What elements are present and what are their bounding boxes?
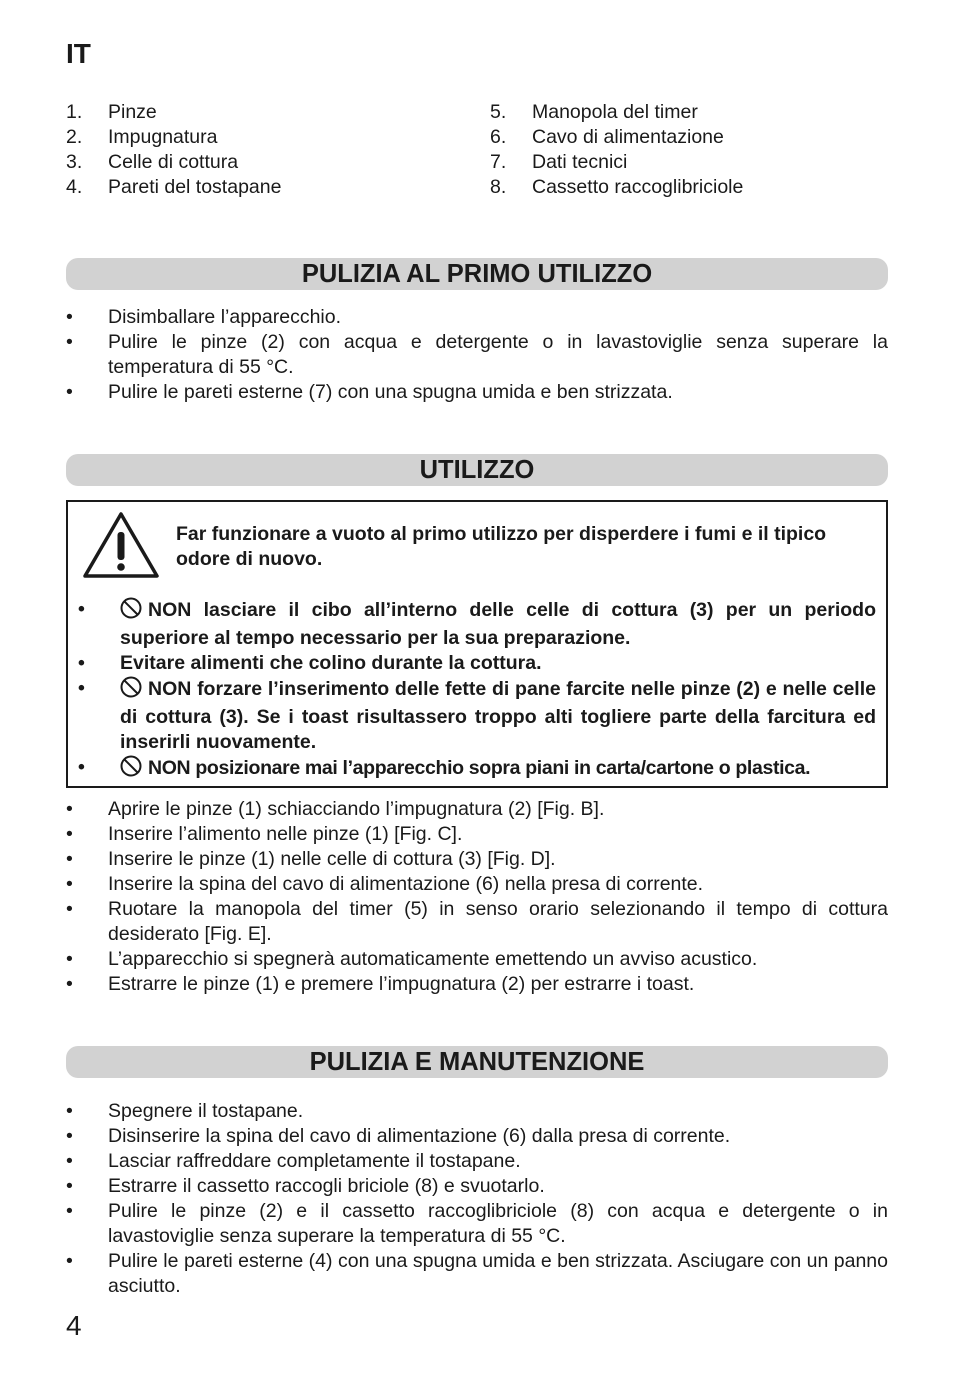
list-item-text: Estrarre il cassetto raccogli briciole (8) e svuotarlo. <box>108 1175 545 1197</box>
bullet: • <box>66 1125 73 1147</box>
warning-list <box>78 597 876 784</box>
list-item-text: Pulire le pareti esterne (4) con una spugna umida e ben strizzata. Asciugare con un panno asciutto. <box>108 1250 888 1297</box>
warning-item <box>78 755 876 784</box>
section-heading-first-use: PULIZIA AL PRIMO UTILIZZO <box>66 258 888 290</box>
list-item <box>66 822 888 847</box>
part-number: 2. <box>66 126 83 148</box>
list-item <box>66 972 888 997</box>
list-item-text: Inserire la spina del cavo di alimentazione (6) nella presa di corrente. <box>108 873 704 895</box>
part-item <box>490 175 743 200</box>
part-item <box>490 150 743 175</box>
bullet: • <box>66 848 73 870</box>
bullet: • <box>66 823 73 845</box>
list-item <box>66 1199 888 1249</box>
language-code: IT <box>66 38 91 69</box>
bullet: • <box>66 873 73 895</box>
bullet: • <box>78 677 85 699</box>
part-label: Pinze <box>108 101 157 123</box>
parts-list-left <box>66 100 281 200</box>
warning-item <box>78 597 876 651</box>
list-item <box>66 897 888 947</box>
part-number: 4. <box>66 176 83 198</box>
part-item <box>490 125 743 150</box>
list-item-text: Disimballare l’apparecchio. <box>108 306 342 328</box>
bullet: • <box>66 331 73 353</box>
section-heading-usage: UTILIZZO <box>66 454 888 486</box>
usage-list <box>66 797 888 997</box>
list-item-text: Disinserire la spina del cavo di alimentazione (6) dalla presa di corrente. <box>108 1125 731 1147</box>
list-item <box>66 380 888 405</box>
part-item <box>66 150 281 175</box>
bullet: • <box>78 598 85 620</box>
bullet: • <box>66 973 73 995</box>
list-item <box>66 947 888 972</box>
warning-item <box>78 676 876 755</box>
part-label: Manopola del timer <box>532 101 698 123</box>
warning-box <box>66 500 888 788</box>
first-use-list <box>66 305 888 405</box>
list-item-text: Inserire le pinze (1) nelle celle di cottura (3) [Fig. D]. <box>108 848 556 870</box>
list-item <box>66 1124 888 1149</box>
list-item-text: Pulire le pinze (2) con acqua e detergente o in lavastoviglie senza superare la temperatura di 55 °C. <box>108 331 888 378</box>
list-item <box>66 1099 888 1124</box>
bullet: • <box>66 798 73 820</box>
warning-item <box>78 651 876 676</box>
list-item-text: L’apparecchio si spegnerà automaticamente emettendo un avviso acustico. <box>108 948 758 970</box>
list-item <box>66 872 888 897</box>
bullet: • <box>66 948 73 970</box>
part-number: 7. <box>490 151 507 173</box>
warning-item-text: NON forzare l’inserimento delle fette di pane farcite nelle pinze (2) e nelle celle di cottura (3). Se i toast risultassero troppo alti togliere parte della farcitura ed inserirli nuovamente. <box>120 678 876 753</box>
bullet: • <box>66 1200 73 1222</box>
list-item <box>66 1149 888 1174</box>
page-number: 4 <box>66 1310 82 1341</box>
part-number: 8. <box>490 176 507 198</box>
prohibited-icon <box>120 755 142 784</box>
part-item <box>66 100 281 125</box>
part-number: 5. <box>490 101 507 123</box>
bullet: • <box>66 306 73 328</box>
list-item <box>66 847 888 872</box>
part-label: Dati tecnici <box>532 151 628 173</box>
prohibited-icon <box>120 597 142 626</box>
part-label: Cassetto raccoglibriciole <box>532 176 744 198</box>
list-item <box>66 305 888 330</box>
list-item-text: Ruotare la manopola del timer (5) in senso orario selezionando il tempo di cottura desiderato [Fig. E]. <box>108 898 888 945</box>
list-item-text: Pulire le pareti esterne (7) con una spugna umida e ben strizzata. <box>108 381 673 403</box>
bullet: • <box>66 1175 73 1197</box>
list-item <box>66 1174 888 1199</box>
parts-list-right <box>490 100 743 200</box>
list-item-text: Aprire le pinze (1) schiacciando l’impugnatura (2) [Fig. B]. <box>108 798 605 820</box>
part-number: 1. <box>66 101 83 123</box>
part-number: 3. <box>66 151 83 173</box>
warning-text: Far funzionare a vuoto al primo utilizzo per disperdere i fumi e il tipico odore di nuovo. <box>176 523 827 570</box>
part-label: Impugnatura <box>108 126 218 148</box>
list-item-text: Inserire l’alimento nelle pinze (1) [Fig. C]. <box>108 823 463 845</box>
bullet: • <box>66 1250 73 1272</box>
list-item-text: Pulire le pinze (2) e il cassetto raccoglibriciole (8) con acqua e detergente o in lavastoviglie senza superare la temperatura di 55 °C. <box>108 1200 888 1247</box>
warning-item-text: NON posizionare mai l’apparecchio sopra piani in carta/cartone o plastica. <box>148 757 811 779</box>
bullet: • <box>78 756 85 778</box>
bullet: • <box>66 898 73 920</box>
list-item-text: Lasciar raffreddare completamente il tostapane. <box>108 1150 521 1172</box>
list-item-text: Estrarre le pinze (1) e premere l’impugnatura (2) per estrarre i toast. <box>108 973 695 995</box>
bullet: • <box>66 1100 73 1122</box>
warning-item-text: NON lasciare il cibo all’interno delle celle di cottura (3) per un periodo superiore al tempo necessario per la sua preparazione. <box>120 599 876 649</box>
list-item <box>66 330 888 380</box>
maintenance-list <box>66 1099 888 1299</box>
warning-triangle-icon <box>82 510 160 585</box>
part-label: Pareti del tostapane <box>108 176 282 198</box>
part-item <box>490 100 743 125</box>
part-label: Cavo di alimentazione <box>532 126 724 148</box>
part-number: 6. <box>490 126 507 148</box>
part-item <box>66 175 281 200</box>
list-item-text: Spegnere il tostapane. <box>108 1100 304 1122</box>
list-item <box>66 797 888 822</box>
prohibited-icon <box>120 676 142 705</box>
list-item <box>66 1249 888 1299</box>
bullet: • <box>66 381 73 403</box>
part-item <box>66 125 281 150</box>
warning-item-text: Evitare alimenti che colino durante la cottura. <box>120 652 542 674</box>
bullet: • <box>78 652 85 674</box>
bullet: • <box>66 1150 73 1172</box>
part-label: Celle di cottura <box>108 151 239 173</box>
section-heading-maintenance: PULIZIA E MANUTENZIONE <box>66 1046 888 1078</box>
